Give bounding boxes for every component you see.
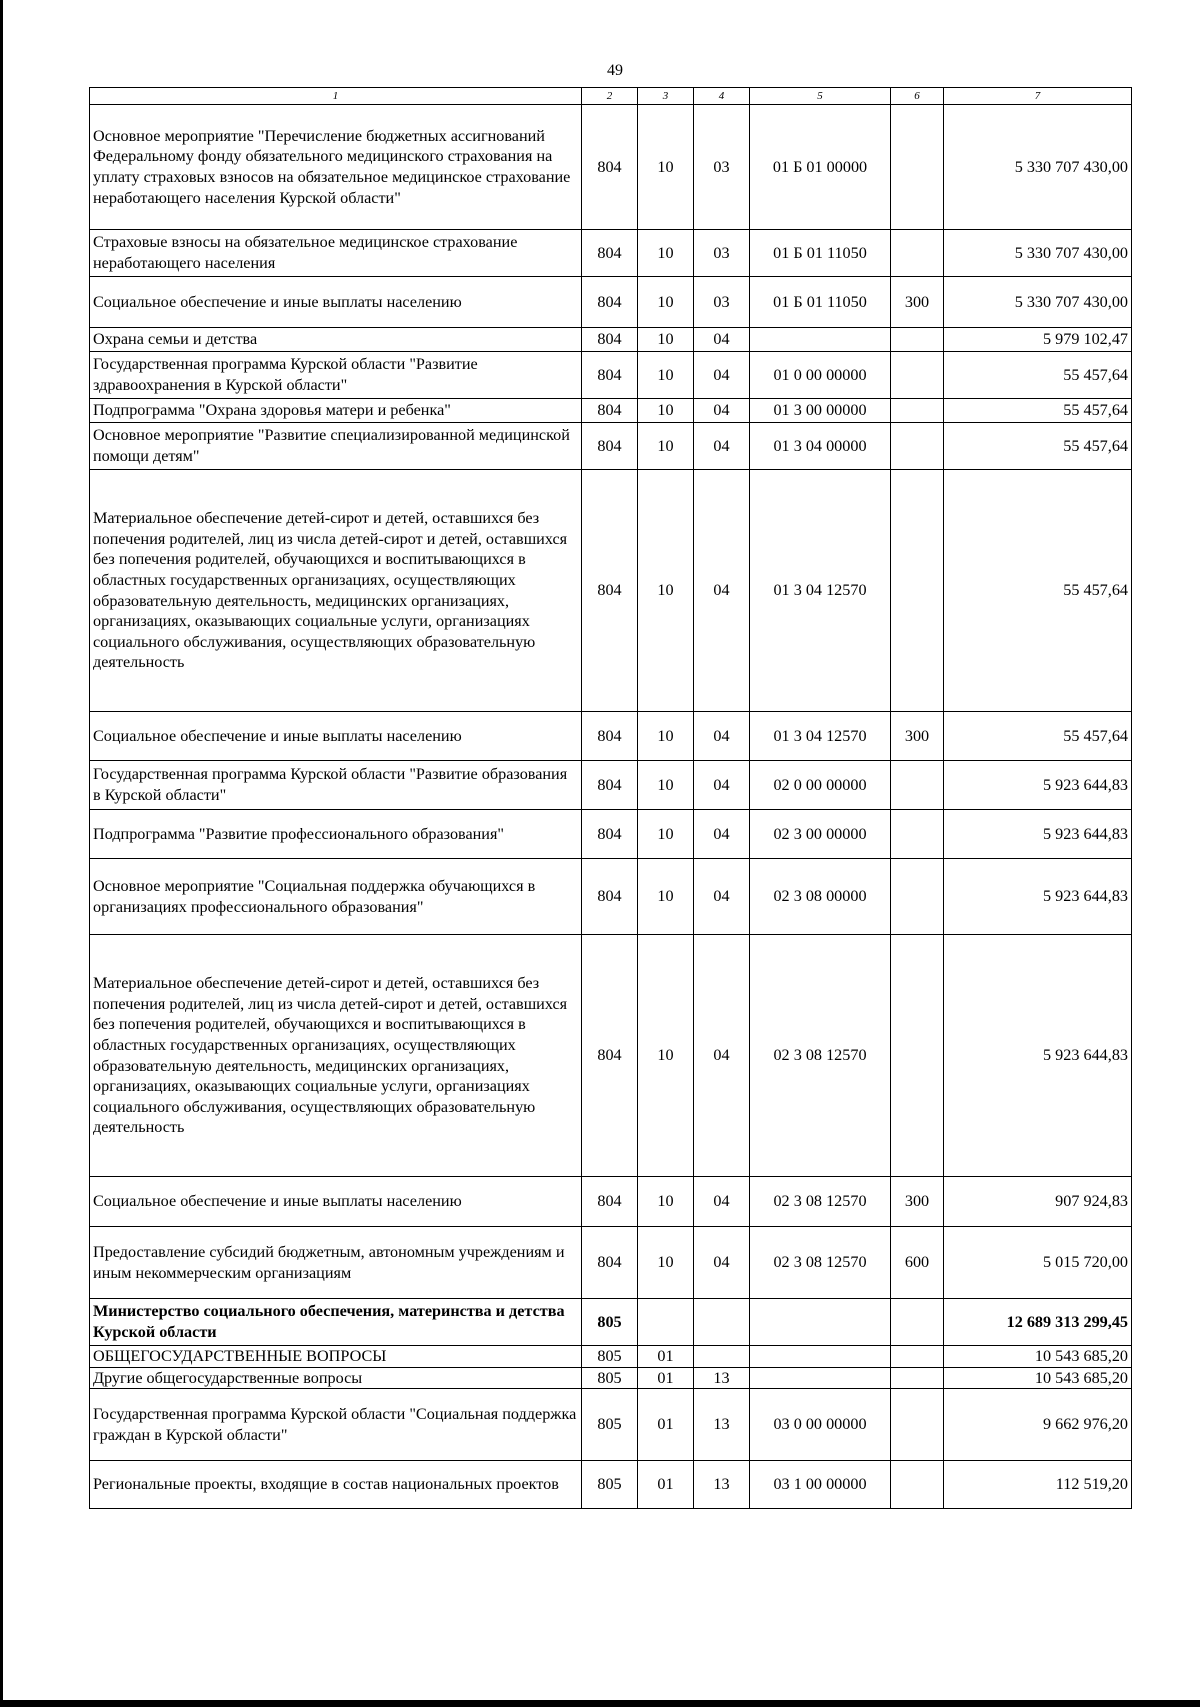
expense-type-code (891, 230, 944, 277)
ministry-code: 805 (582, 1389, 638, 1461)
expense-type-code (891, 328, 944, 352)
subsection-code: 04 (694, 423, 750, 470)
target-article-code: 02 3 08 12570 (750, 1227, 891, 1299)
expense-type-code (891, 470, 944, 712)
item-name: Другие общегосударственные вопросы (90, 1367, 582, 1389)
expense-type-code (891, 1461, 944, 1509)
expense-type-code: 300 (891, 712, 944, 761)
item-name: Основное мероприятие "Социальная поддержка обучающихся в организациях профессионального образования" (90, 859, 582, 935)
target-article-code: 01 3 04 12570 (750, 470, 891, 712)
section-code: 10 (638, 277, 694, 328)
subsection-code: 04 (694, 352, 750, 399)
section-code: 10 (638, 399, 694, 423)
expense-type-code (891, 859, 944, 935)
item-name: Социальное обеспечение и иные выплаты населению (90, 712, 582, 761)
amount: 112 519,20 (944, 1461, 1132, 1509)
subsection-code (694, 1346, 750, 1368)
ministry-code: 805 (582, 1461, 638, 1509)
amount: 55 457,64 (944, 399, 1132, 423)
amount: 5 330 707 430,00 (944, 230, 1132, 277)
table-row (90, 328, 1132, 352)
col-header-5: 5 (750, 88, 891, 105)
table-row (90, 105, 1132, 230)
section-code: 10 (638, 935, 694, 1177)
target-article-code: 01 3 04 12570 (750, 712, 891, 761)
subsection-code: 04 (694, 810, 750, 859)
amount: 12 689 313 299,45 (944, 1299, 1132, 1346)
target-article-code: 02 3 08 12570 (750, 935, 891, 1177)
table-row (90, 1177, 1132, 1227)
amount: 5 923 644,83 (944, 859, 1132, 935)
ministry-code: 804 (582, 1227, 638, 1299)
section-code: 10 (638, 761, 694, 810)
subsection-code: 03 (694, 105, 750, 230)
target-article-code: 01 3 04 00000 (750, 423, 891, 470)
ministry-code: 805 (582, 1367, 638, 1389)
ministry-code: 804 (582, 935, 638, 1177)
item-name: Министерство социального обеспечения, материнства и детства Курской области (90, 1299, 582, 1346)
section-code: 10 (638, 470, 694, 712)
ministry-code: 804 (582, 470, 638, 712)
ministry-code: 804 (582, 859, 638, 935)
table-row (90, 1461, 1132, 1509)
amount: 5 330 707 430,00 (944, 277, 1132, 328)
target-article-code (750, 1367, 891, 1389)
subsection-code: 04 (694, 1227, 750, 1299)
expense-type-code (891, 1389, 944, 1461)
amount: 5 923 644,83 (944, 761, 1132, 810)
table-row (90, 1346, 1132, 1368)
table-row (90, 810, 1132, 859)
col-header-7: 7 (944, 88, 1132, 105)
item-name: Государственная программа Курской области "Развитие образования в Курской области" (90, 761, 582, 810)
target-article-code: 02 3 08 12570 (750, 1177, 891, 1227)
table-row (90, 230, 1132, 277)
item-name: Подпрограмма "Развитие профессионального образования" (90, 810, 582, 859)
amount: 55 457,64 (944, 712, 1132, 761)
ministry-code: 804 (582, 328, 638, 352)
expense-type-code (891, 399, 944, 423)
item-name: Государственная программа Курской области "Развитие здравоохранения в Курской области" (90, 352, 582, 399)
table-row (90, 935, 1132, 1177)
table-row (90, 1367, 1132, 1389)
item-name: Социальное обеспечение и иные выплаты населению (90, 1177, 582, 1227)
section-code: 10 (638, 810, 694, 859)
section-code: 01 (638, 1367, 694, 1389)
expense-type-code (891, 1367, 944, 1389)
target-article-code: 01 Б 01 11050 (750, 277, 891, 328)
ministry-code: 804 (582, 712, 638, 761)
item-name: Подпрограмма "Охрана здоровья матери и ребенка" (90, 399, 582, 423)
item-name: Страховые взносы на обязательное медицинское страхование неработающего населения (90, 230, 582, 277)
ministry-code: 805 (582, 1346, 638, 1368)
target-article-code: 01 3 00 00000 (750, 399, 891, 423)
ministry-code: 804 (582, 423, 638, 470)
target-article-code: 02 0 00 00000 (750, 761, 891, 810)
section-code: 01 (638, 1346, 694, 1368)
ministry-code: 804 (582, 399, 638, 423)
expense-type-code (891, 105, 944, 230)
subsection-code: 04 (694, 761, 750, 810)
ministry-code: 804 (582, 1177, 638, 1227)
section-code: 01 (638, 1389, 694, 1461)
subsection-code: 13 (694, 1367, 750, 1389)
target-article-code: 01 Б 01 00000 (750, 105, 891, 230)
table-row (90, 277, 1132, 328)
target-article-code: 03 0 00 00000 (750, 1389, 891, 1461)
item-name: Предоставление субсидий бюджетным, автономным учреждениям и иным некоммерческим организациям (90, 1227, 582, 1299)
page-number: 49 (607, 62, 623, 79)
item-name: Охрана семьи и детства (90, 328, 582, 352)
section-code: 10 (638, 423, 694, 470)
table-row (90, 352, 1132, 399)
col-header-6: 6 (891, 88, 944, 105)
amount: 55 457,64 (944, 470, 1132, 712)
section-code: 10 (638, 1177, 694, 1227)
ministry-code: 804 (582, 761, 638, 810)
section-code: 10 (638, 352, 694, 399)
subsection-code: 04 (694, 935, 750, 1177)
amount: 5 923 644,83 (944, 935, 1132, 1177)
section-code (638, 1299, 694, 1346)
table-row (90, 399, 1132, 423)
section-code: 10 (638, 230, 694, 277)
target-article-code: 01 0 00 00000 (750, 352, 891, 399)
expense-type-code: 300 (891, 1177, 944, 1227)
item-name: Государственная программа Курской области "Социальная поддержка граждан в Курской области" (90, 1389, 582, 1461)
expense-type-code (891, 423, 944, 470)
target-article-code (750, 328, 891, 352)
column-number-row (90, 88, 1132, 105)
section-code: 10 (638, 859, 694, 935)
subsection-code (694, 1299, 750, 1346)
amount: 5 923 644,83 (944, 810, 1132, 859)
subsection-code: 03 (694, 277, 750, 328)
item-name: Материальное обеспечение детей-сирот и детей, оставшихся без попечения родителей, лиц из числа детей-сирот и детей, оставшихся без попечения родителей, обучающихся и воспитывающихся в областных государственных организациях, осуществляющих образовательную деятельность, медицинских организациях, организациях, оказывающих социальные услуги, организациях социального обслуживания, осуществляющих образовательную деятельность (90, 935, 582, 1177)
col-header-1: 1 (90, 88, 582, 105)
ministry-code: 804 (582, 105, 638, 230)
table-row (90, 470, 1132, 712)
section-code: 10 (638, 1227, 694, 1299)
scan-edge-left (0, 0, 3, 1707)
expense-type-code (891, 352, 944, 399)
amount: 10 543 685,20 (944, 1367, 1132, 1389)
table-row (90, 712, 1132, 761)
amount: 5 330 707 430,00 (944, 105, 1132, 230)
item-name: Основное мероприятие "Развитие специализированной медицинской помощи детям" (90, 423, 582, 470)
subsection-code: 04 (694, 399, 750, 423)
subsection-code: 03 (694, 230, 750, 277)
table-row (90, 1227, 1132, 1299)
amount: 5 015 720,00 (944, 1227, 1132, 1299)
table-row (90, 1389, 1132, 1461)
budget-table (89, 87, 1132, 1509)
amount: 55 457,64 (944, 423, 1132, 470)
target-article-code (750, 1299, 891, 1346)
item-name: Региональные проекты, входящие в состав национальных проектов (90, 1461, 582, 1509)
ministry-code: 804 (582, 810, 638, 859)
target-article-code: 01 Б 01 11050 (750, 230, 891, 277)
amount: 5 979 102,47 (944, 328, 1132, 352)
target-article-code (750, 1346, 891, 1368)
target-article-code: 02 3 00 00000 (750, 810, 891, 859)
item-name: Основное мероприятие "Перечисление бюджетных ассигнований Федеральному фонду обязательного медицинского страхования на уплату страховых взносов на обязательное медицинское страхование неработающего населения Курской области" (90, 105, 582, 230)
expense-type-code (891, 1346, 944, 1368)
item-name: Материальное обеспечение детей-сирот и детей, оставшихся без попечения родителей, лиц из числа детей-сирот и детей, оставшихся без попечения родителей, обучающихся и воспитывающихся в областных государственных организациях, осуществляющих образовательную деятельность, медицинских организациях, организациях, оказывающих социальные услуги, организациях социального обслуживания, осуществляющих образовательную деятельность (90, 470, 582, 712)
subsection-code: 04 (694, 470, 750, 712)
table-row (90, 423, 1132, 470)
subsection-code: 04 (694, 712, 750, 761)
section-code: 10 (638, 328, 694, 352)
amount: 55 457,64 (944, 352, 1132, 399)
subsection-code: 13 (694, 1389, 750, 1461)
item-name: Социальное обеспечение и иные выплаты населению (90, 277, 582, 328)
subsection-code: 04 (694, 328, 750, 352)
amount: 907 924,83 (944, 1177, 1132, 1227)
item-name: ОБЩЕГОСУДАРСТВЕННЫЕ ВОПРОСЫ (90, 1346, 582, 1368)
expense-type-code: 300 (891, 277, 944, 328)
section-code: 10 (638, 712, 694, 761)
ministry-code: 805 (582, 1299, 638, 1346)
expense-type-code (891, 810, 944, 859)
col-header-2: 2 (582, 88, 638, 105)
table-row-ministry (90, 1299, 1132, 1346)
ministry-code: 804 (582, 230, 638, 277)
amount: 9 662 976,20 (944, 1389, 1132, 1461)
col-header-4: 4 (694, 88, 750, 105)
col-header-3: 3 (638, 88, 694, 105)
table-row (90, 859, 1132, 935)
expense-type-code (891, 761, 944, 810)
amount: 10 543 685,20 (944, 1346, 1132, 1368)
subsection-code: 13 (694, 1461, 750, 1509)
expense-type-code (891, 1299, 944, 1346)
subsection-code: 04 (694, 1177, 750, 1227)
ministry-code: 804 (582, 277, 638, 328)
scan-edge-bottom (0, 1700, 1200, 1707)
section-code: 01 (638, 1461, 694, 1509)
expense-type-code: 600 (891, 1227, 944, 1299)
section-code: 10 (638, 105, 694, 230)
table-row (90, 761, 1132, 810)
ministry-code: 804 (582, 352, 638, 399)
subsection-code: 04 (694, 859, 750, 935)
target-article-code: 02 3 08 00000 (750, 859, 891, 935)
expense-type-code (891, 935, 944, 1177)
target-article-code: 03 1 00 00000 (750, 1461, 891, 1509)
